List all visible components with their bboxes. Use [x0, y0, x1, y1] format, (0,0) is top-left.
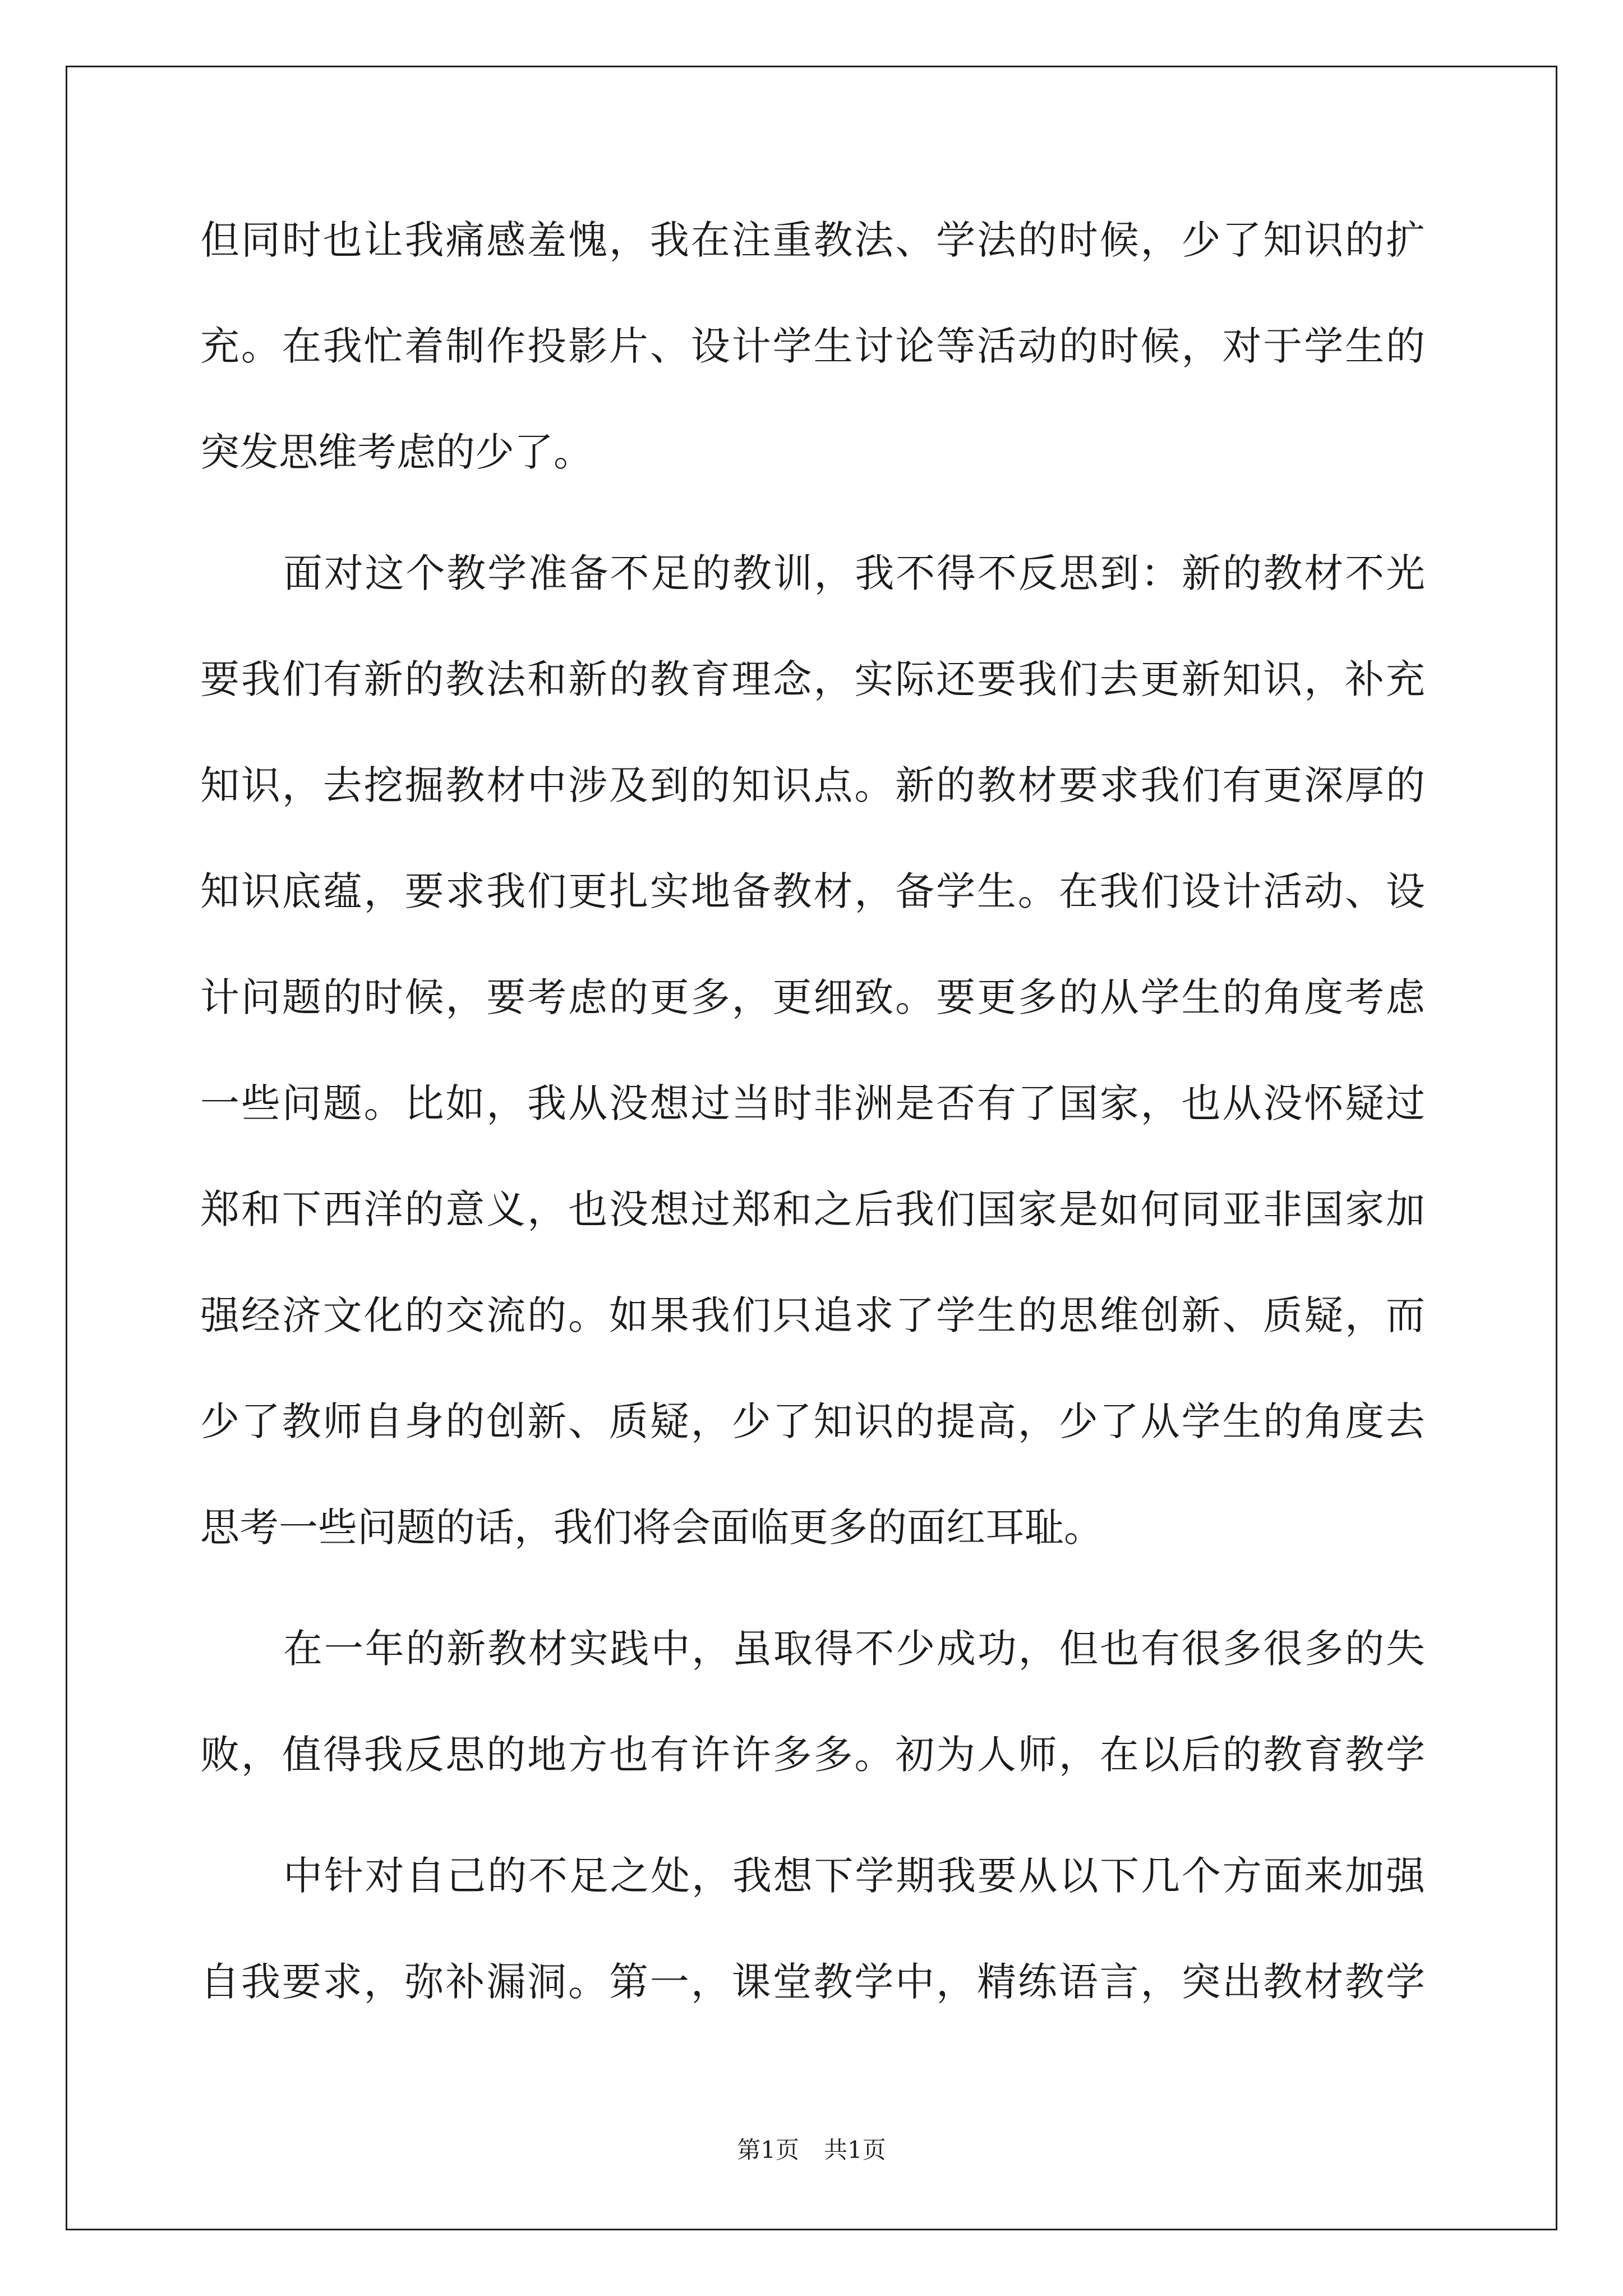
text-line: 知识底蕴，要求我们更扎实地备教材，备学生。在我们设计活动、设 [200, 868, 1425, 914]
text-line: 但同时也让我痛感羞愧，我在注重教法、学法的时候，少了知识的扩 [200, 217, 1425, 263]
text-line: 在一年的新教材实践中，虽取得不少成功，但也有很多很多的失 [283, 1626, 1425, 1672]
text-line: 败，值得我反思的地方也有许许多多。初为人师，在以后的教育教学 [200, 1732, 1425, 1778]
text-line: 中针对自己的不足之处，我想下学期我要从以下几个方面来加强 [283, 1853, 1425, 1899]
text-line: 自我要求，弥补漏洞。第一，课堂教学中，精练语言，突出教材教学 [200, 1959, 1425, 2005]
page-footer [0, 2134, 1623, 2166]
page-number: 第1页 [737, 2136, 799, 2164]
text-line: 突发思维考虑的少了。 [200, 429, 593, 475]
text-line: 郑和下西洋的意义，也没想过郑和之后我们国家是如何同亚非国家加 [200, 1186, 1425, 1232]
text-line: 强经济文化的交流的。如果我们只追求了学生的思维创新、质疑，而 [200, 1292, 1425, 1338]
text-line: 少了教师自身的创新、质疑，少了知识的提高，少了从学生的角度去 [200, 1398, 1425, 1444]
text-line: 计问题的时候，要考虑的更多，更细致。要更多的从学生的角度考虑 [200, 974, 1425, 1020]
text-line: 一些问题。比如，我从没想过当时非洲是否有了国家，也从没怀疑过 [200, 1080, 1425, 1126]
page-total: 共1页 [824, 2136, 886, 2164]
text-line: 充。在我忙着制作投影片、设计学生讨论等活动的时候，对于学生的 [200, 323, 1425, 369]
text-line: 面对这个教学准备不足的教训，我不得不反思到：新的教材不光 [283, 550, 1425, 596]
page-border [66, 66, 1557, 2230]
text-line: 思考一些问题的话，我们将会面临更多的面红耳耻。 [200, 1504, 1103, 1550]
text-line: 要我们有新的教法和新的教育理念，实际还要我们去更新知识，补充 [200, 656, 1425, 702]
text-line: 知识，去挖掘教材中涉及到的知识点。新的教材要求我们有更深厚的 [200, 762, 1425, 808]
